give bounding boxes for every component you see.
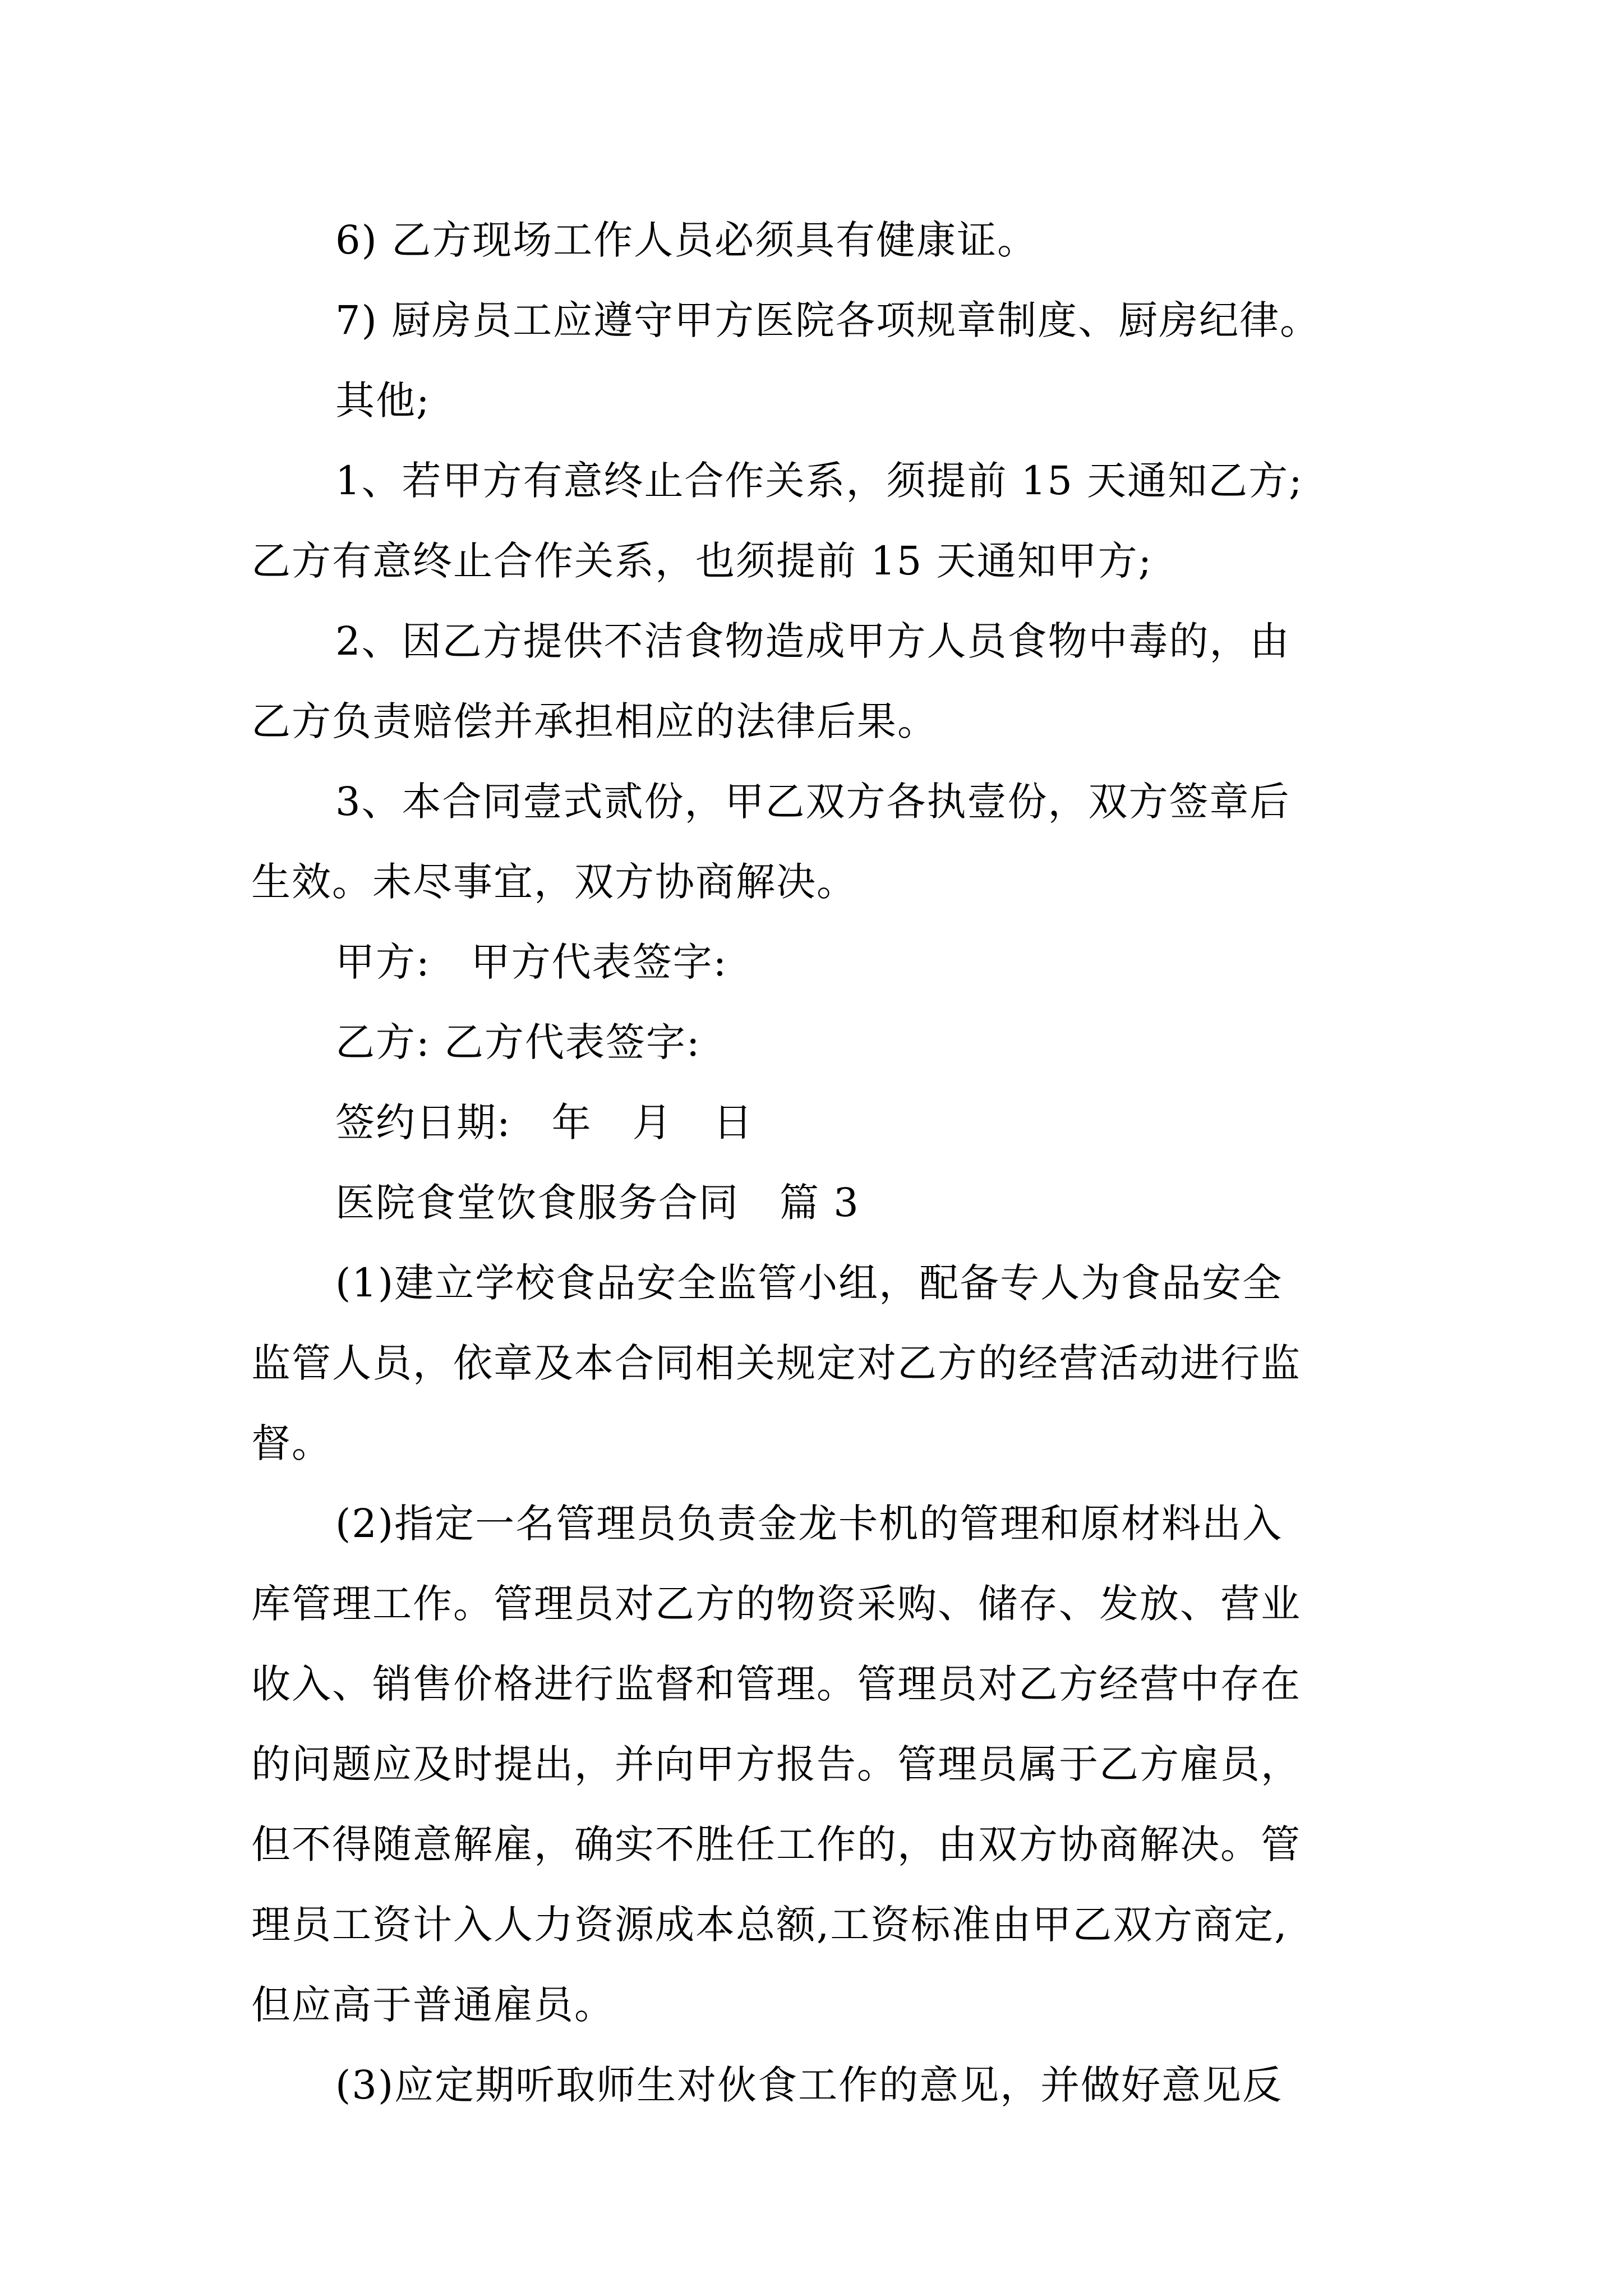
clause-6-line: 6) 乙方现场工作人员必须具有健康证。 xyxy=(335,217,1038,263)
item-1-line-1: (1)建立学校食品安全监管小组，配备专人为食品安全 xyxy=(335,1260,1283,1306)
other-heading: 其他; xyxy=(335,378,431,424)
item-2-line-7: 但应高于普通雇员。 xyxy=(251,1982,615,2028)
other-item-1-line-1: 1、若甲方有意终止合作关系，须提前 15 天通知乙方; xyxy=(335,458,1303,504)
item-2-line-4: 的问题应及时提出，并向甲方报告。管理员属于乙方雇员， xyxy=(251,1741,1301,1787)
section-title: 医院食堂饮食服务合同 篇 3 xyxy=(335,1180,860,1226)
item-1-line-3: 督。 xyxy=(251,1420,332,1466)
clause-7-line: 7) 厨房员工应遵守甲方医院各项规章制度、厨房纪律。 xyxy=(335,297,1321,343)
sign-date-line: 签约日期: 年 月 日 xyxy=(335,1099,754,1145)
party-a-signature-line: 甲方: 甲方代表签字: xyxy=(335,939,728,985)
item-2-line-5: 但不得随意解雇，确实不胜任工作的，由双方协商解决。管 xyxy=(251,1821,1301,1867)
other-item-1-line-2: 乙方有意终止合作关系，也须提前 15 天通知甲方; xyxy=(251,538,1153,584)
other-item-2-line-2: 乙方负责赔偿并承担相应的法律后果。 xyxy=(251,698,938,744)
item-2-line-1: (2)指定一名管理员负责金龙卡机的管理和原材料出入 xyxy=(335,1501,1283,1547)
item-2-line-3: 收入、销售价格进行监督和管理。管理员对乙方经营中存在 xyxy=(251,1661,1301,1707)
other-item-3-line-1: 3、本合同壹式贰份，甲乙双方各执壹份，双方签章后 xyxy=(335,779,1290,825)
item-3-line-1: (3)应定期听取师生对伙食工作的意见，并做好意见反 xyxy=(335,2062,1283,2108)
other-item-2-line-1: 2、因乙方提供不洁食物造成甲方人员食物中毒的，由 xyxy=(335,618,1290,664)
item-2-line-2: 库管理工作。管理员对乙方的物资采购、储存、发放、营业 xyxy=(251,1581,1301,1627)
other-item-3-line-2: 生效。未尽事宜，双方协商解决。 xyxy=(251,859,857,905)
item-1-line-2: 监管人员，依章及本合同相关规定对乙方的经营活动进行监 xyxy=(251,1340,1301,1386)
party-b-signature-line: 乙方: 乙方代表签字: xyxy=(335,1019,701,1065)
item-2-line-6: 理员工资计入人力资源成本总额,工资标准由甲乙双方商定, xyxy=(251,1902,1288,1948)
